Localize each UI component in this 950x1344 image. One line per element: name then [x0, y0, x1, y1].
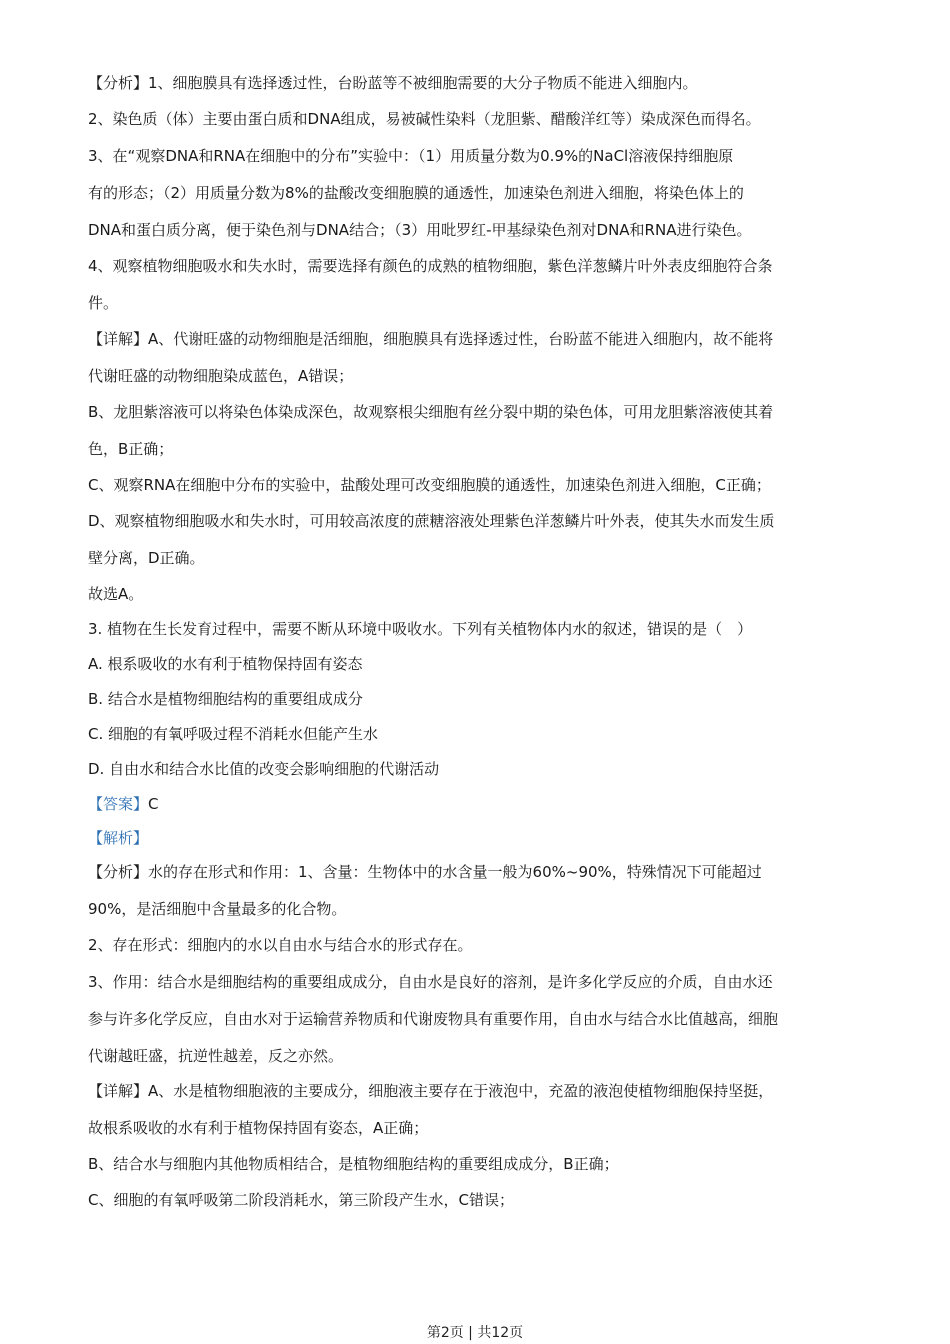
text-line — [88, 899, 868, 919]
line-text: A. 根系吸收的水有利于植物保持固有姿态 — [88, 655, 363, 673]
line-text: DNA和蛋白质分离，便于染色剂与DNA结合；（3）用吡罗红-甲基绿染色剂对DNA和RNA进行染色。 — [88, 221, 752, 239]
line-text: 3、作用：结合水是细胞结构的重要组成成分，自由水是良好的溶剂，是许多化学反应的介质，自由水还 — [88, 973, 773, 991]
line-text: 【详解】A、水是植物细胞液的主要成分，细胞液主要存在于液泡中，充盈的液泡使植物细胞保持坚挺， — [88, 1082, 774, 1100]
text-line — [88, 1118, 868, 1138]
text-line — [88, 293, 868, 313]
text-line — [88, 402, 868, 422]
line-text: B、龙胆紫溶液可以将染色体染成深色，故观察根尖细胞有丝分裂中期的染色体，可用龙胆紫溶液使其着 — [88, 403, 774, 421]
line-text: C、观察RNA在细胞中分布的实验中，盐酸处理可改变细胞膜的通透性，加速染色剂进入细胞，C正确； — [88, 476, 771, 494]
text-line — [88, 1009, 868, 1029]
text-line — [88, 794, 868, 814]
text-line — [88, 759, 868, 779]
text-line — [88, 584, 868, 604]
line-text: 代谢旺盛的动物细胞染成蓝色，A错误； — [88, 367, 354, 385]
text-line — [88, 689, 868, 709]
line-text: 4、观察植物细胞吸水和失水时，需要选择有颜色的成熟的植物细胞，紫色洋葱鳞片叶外表皮细胞符合条 — [88, 257, 773, 275]
text-line — [88, 511, 868, 531]
text-line — [88, 619, 868, 639]
text-line — [88, 220, 868, 240]
line-text: B. 结合水是植物细胞结构的重要组成成分 — [88, 690, 363, 708]
line-text: 【详解】A、代谢旺盛的动物细胞是活细胞，细胞膜具有选择透过性，台盼蓝不能进入细胞内，故不能将 — [88, 330, 774, 348]
text-line — [88, 73, 868, 93]
text-line — [88, 439, 868, 459]
page-body — [88, 73, 868, 1210]
text-line — [88, 109, 868, 129]
page-footer: 第2页 | 共12页 — [426, 1325, 524, 1341]
text-line — [88, 329, 868, 349]
text-line — [88, 1046, 868, 1066]
line-text: 【分析】水的存在形式和作用：1、含量：生物体中的水含量一般为60%~90%，特殊情况下可能超过 — [88, 863, 762, 881]
line-text: 故选A。 — [88, 585, 144, 603]
line-text: 壁分离，D正确。 — [88, 549, 205, 567]
line-text: 【分析】1、细胞膜具有选择透过性，台盼蓝等不被细胞需要的大分子物质不能进入细胞内。 — [88, 74, 698, 92]
line-text: D、观察植物细胞吸水和失水时，可用较高浓度的蔗糖溶液处理紫色洋葱鳞片叶外表，使其失水而发生质 — [88, 512, 775, 530]
line-text: 代谢越旺盛，抗逆性越差，反之亦然。 — [88, 1047, 344, 1065]
line-text: 参与许多化学反应，自由水对于运输营养物质和代谢废物具有重要作用，自由水与结合水比值越高，细胞 — [88, 1010, 779, 1028]
section-label: 【解析】 — [88, 829, 149, 847]
text-line — [88, 1190, 868, 1210]
text-line — [88, 935, 868, 955]
line-text: 3、在“观察DNA和RNA在细胞中的分布”实验中：（1）用质量分数为0.9%的NaCl溶液保持细胞原 — [88, 147, 734, 165]
text-line — [88, 654, 868, 674]
line-text: C. 细胞的有氧呼吸过程不消耗水但能产生水 — [88, 725, 379, 743]
line-text: C — [148, 795, 159, 813]
line-text: 有的形态；（2）用质量分数为8%的盐酸改变细胞膜的通透性，加速染色剂进入细胞，将染色体上的 — [88, 184, 744, 202]
text-line — [88, 862, 868, 882]
line-text: 2、存在形式：细胞内的水以自由水与结合水的形式存在。 — [88, 936, 473, 954]
line-text: C、细胞的有氧呼吸第二阶段消耗水，第三阶段产生水，C错误； — [88, 1191, 514, 1209]
line-text: 件。 — [88, 294, 119, 312]
section-label: 【答案】 — [88, 795, 149, 813]
line-text: 90%，是活细胞中含量最多的化合物。 — [88, 900, 347, 918]
text-line — [88, 828, 868, 848]
line-text: 故根系吸收的水有利于植物保持固有姿态，A正确； — [88, 1119, 429, 1137]
line-text: 色，B正确； — [88, 440, 174, 458]
text-line — [88, 183, 868, 203]
text-line — [88, 548, 868, 568]
text-line — [88, 146, 868, 166]
text-line — [88, 972, 868, 992]
text-line — [88, 1081, 868, 1101]
line-text: 3. 植物在生长发育过程中，需要不断从环境中吸收水。下列有关植物体内水的叙述，错误的是（ ） — [88, 620, 753, 638]
text-line — [88, 256, 868, 276]
text-line — [88, 1154, 868, 1174]
text-line — [88, 724, 868, 744]
text-line — [88, 475, 868, 495]
line-text: 2、染色质（体）主要由蛋白质和DNA组成，易被碱性染料（龙胆紫、醋酸洋红等）染成深色而得名。 — [88, 110, 761, 128]
text-line — [88, 366, 868, 386]
line-text: B、结合水与细胞内其他物质相结合，是植物细胞结构的重要组成成分，B正确； — [88, 1155, 619, 1173]
line-text: D. 自由水和结合水比值的改变会影响细胞的代谢活动 — [88, 760, 440, 778]
